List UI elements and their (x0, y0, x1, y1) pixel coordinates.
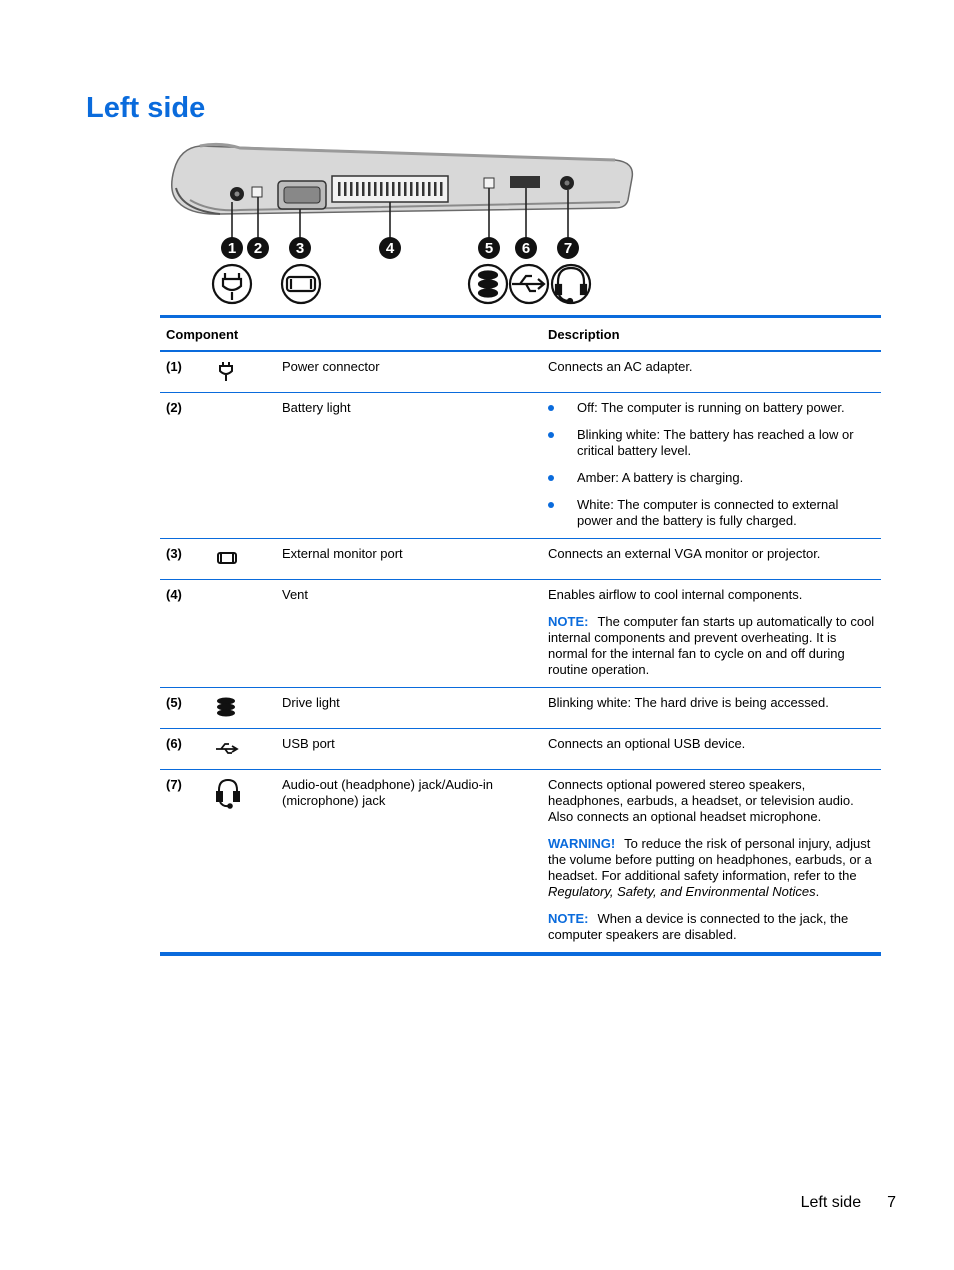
row-number: (4) (166, 587, 182, 602)
monitor-port-icon (214, 546, 270, 570)
bullet-icon (548, 432, 554, 438)
usb-icon (214, 736, 270, 760)
note-label: NOTE: (548, 911, 589, 926)
note-label: NOTE: (548, 614, 589, 629)
header-description: Description (548, 327, 620, 342)
component-name: Drive light (282, 695, 340, 710)
drive-icon (214, 695, 270, 719)
row-number: (5) (166, 695, 182, 710)
component-description: Connects an optional USB device. (548, 736, 746, 751)
component-name: Audio-out (headphone) jack/Audio-in (microphone) jack (282, 777, 494, 808)
row-number: (3) (166, 546, 182, 561)
page-title: Left side (86, 92, 206, 124)
table-row (160, 351, 881, 393)
row-number: (6) (166, 736, 182, 751)
warning: WARNING! To reduce the risk of personal injury, adjust the volume before putting on headphones, earbuds, or a headset. For additional safety information, refer to the Regulatory, Safety, and Environmental Notices. (548, 836, 872, 899)
table-row (160, 770, 881, 955)
callout-number: 7 (563, 240, 573, 257)
bullet-icon (548, 405, 554, 411)
status-list (548, 400, 875, 529)
callout-number: 5 (484, 240, 494, 257)
list-item: Off: The computer is running on battery power. (548, 400, 875, 416)
row-number: (7) (166, 777, 182, 792)
callout-number: 4 (385, 240, 395, 257)
component-table (160, 315, 881, 956)
component-description: Connects optional powered stereo speakers, headphones, earbuds, a headset, or television audio. Also connects an optional headset microphone. (548, 777, 854, 824)
component-description: Connects an AC adapter. (548, 359, 693, 374)
list-item: Blinking white: The battery has reached a low or critical battery level. (548, 427, 875, 459)
component-name: Vent (282, 587, 309, 602)
page-footer (801, 1193, 896, 1213)
component-description: Connects an external VGA monitor or projector. (548, 546, 821, 561)
component-name: USB port (282, 736, 335, 751)
warning-label: WARNING! (548, 836, 616, 851)
table-row (160, 729, 881, 770)
bullet-icon (548, 502, 554, 508)
callout-number: 6 (521, 240, 531, 257)
component-name: External monitor port (282, 546, 403, 561)
table-row (160, 539, 881, 580)
power-plug-icon (214, 359, 270, 383)
component-name: Power connector (282, 359, 380, 374)
list-item: Amber: A battery is charging. (548, 470, 875, 486)
callout-number: 2 (253, 240, 263, 257)
callout-number: 3 (295, 240, 305, 257)
headset-icon (214, 777, 270, 809)
table-row (160, 688, 881, 729)
table-row (160, 580, 881, 688)
table-row (160, 393, 881, 539)
component-name: Battery light (282, 400, 351, 415)
row-number: (2) (166, 400, 182, 415)
note: NOTE: The computer fan starts up automatically to cool internal components and prevent overheating. It is normal for the internal fan to cycle on and off during routine operation. (548, 614, 875, 677)
page-number: 7 (887, 1194, 896, 1211)
left-side-illustration (160, 140, 640, 310)
footer-section: Left side (800, 1194, 862, 1211)
callout-number: 1 (227, 240, 237, 257)
bullet-icon (548, 475, 554, 481)
component-description: Enables airflow to cool internal components. (548, 587, 803, 602)
note: NOTE: When a device is connected to the jack, the computer speakers are disabled. (548, 911, 849, 942)
document-reference: Regulatory, Safety, and Environmental Notices (548, 884, 816, 899)
row-number: (1) (166, 359, 182, 374)
list-item: White: The computer is connected to external power and the battery is fully charged. (548, 497, 875, 529)
header-component: Component (166, 327, 239, 342)
component-description: Blinking white: The hard drive is being accessed. (548, 695, 829, 710)
